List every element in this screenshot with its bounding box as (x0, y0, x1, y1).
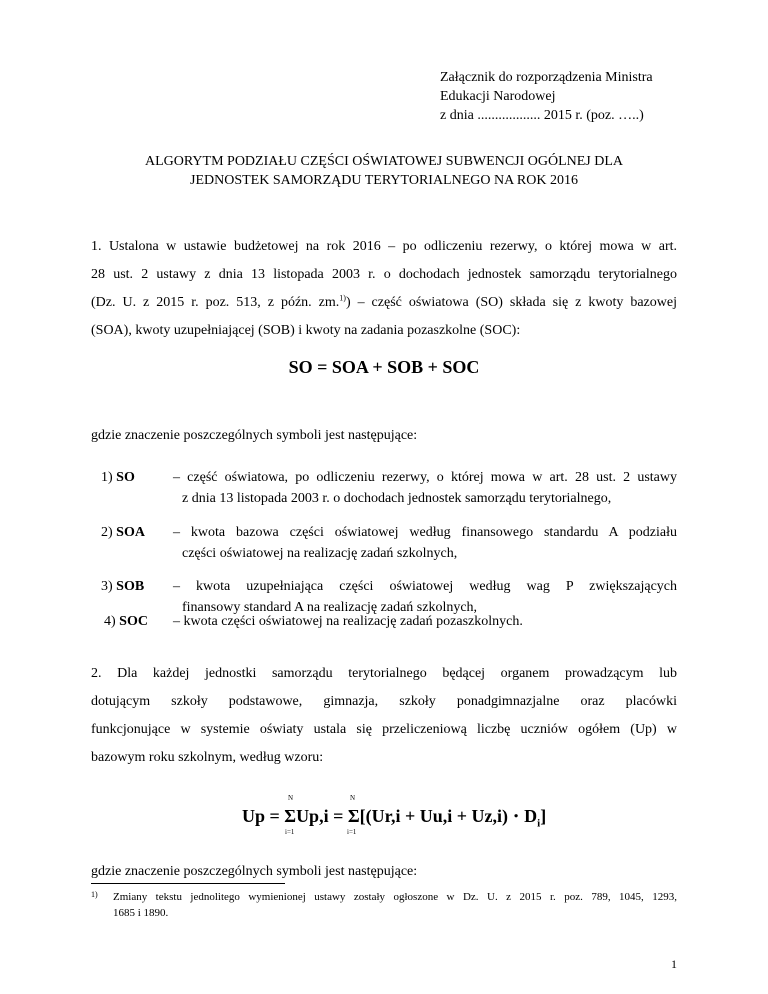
section-1-paragraph (91, 233, 677, 345)
formula-subscript: i (537, 817, 541, 830)
footnote-separator (91, 883, 285, 884)
symbols-intro: gdzie znaczenie poszczególnych symboli jest następujące: (91, 428, 418, 443)
paragraph-line: 2. Dla każdej jednostki samorządu terytorialnego będącej organem prowadzącym lub (91, 666, 677, 681)
definition-term (104, 611, 148, 632)
title-line: JEDNOSTEK SAMORZĄDU TERYTORIALNEGO NA ROK 2016 (190, 173, 578, 188)
dot-operator: ⋅ (512, 806, 520, 826)
formula-so: SO = SOA + SOB + SOC (288, 357, 480, 377)
annex-header-line: Edukacji Narodowej (440, 89, 556, 104)
definition-line: – część oświatowa, po odliczeniu rezerwy, o której mowa w art. 28 ust. 2 ustawy (173, 470, 677, 485)
annex-header-line: Załącznik do rozporządzenia Ministra (440, 70, 653, 85)
paragraph-line: bazowym roku szkolnym, według wzoru: (91, 750, 324, 765)
formula-part: Up,i = (296, 806, 348, 826)
document-title (0, 152, 768, 190)
definition-symbol: SO (116, 470, 135, 485)
definition-number: 4) (104, 614, 116, 629)
paragraph-line: (SOA), kwoty uzupełniającej (SOB) i kwoty na zadania pozaszkolne (SOC): (91, 323, 521, 338)
paragraph-line: dotującym szkoły podstawowe, gimnazja, szkoły ponadgimnazjalne oraz placówki (91, 694, 677, 709)
sum-upper-limit: N (288, 794, 294, 802)
definition-line: – kwota uzupełniająca części oświatowej według wag P zwiększających (173, 579, 677, 594)
sum-upper-limit: N (350, 794, 356, 802)
formula-expression (242, 806, 547, 830)
text-fragment: (Dz. U. z 2015 r. poz. 513, z późn. zm. (91, 295, 340, 310)
formula-part: ] (540, 806, 547, 826)
definition-number: 1) (101, 470, 113, 485)
annex-header (440, 68, 653, 125)
paragraph-line (91, 289, 677, 317)
text-fragment: ) – część oświatowa (SO) składa się z kwoty bazowej (345, 295, 677, 310)
formula-part: [(Ur,i + Uu,i + Uz,i) (359, 806, 513, 826)
definition-text (173, 611, 677, 632)
footnote-mark: 1) (91, 890, 98, 899)
symbols-intro-2: gdzie znaczenie poszczególnych symboli jest następujące: (91, 864, 418, 879)
footnote-line: Zmiany tekstu jednolitego wymienionej ustawy zostały ogłoszone w Dz. U. z 2015 r. poz. 789, 1045, 1293, (113, 891, 677, 903)
footnote (91, 889, 677, 921)
definition-symbol: SOA (116, 525, 145, 540)
sigma-symbol: Σ (284, 806, 297, 826)
title-line: ALGORYTM PODZIAŁU CZĘŚCI OŚWIATOWEJ SUBWENCJI OGÓLNEJ DLA (144, 154, 624, 169)
definition-line: części oświatowej na realizację zadań szkolnych, (182, 546, 458, 561)
footnote-text (113, 889, 677, 921)
formula-part: Up = (242, 806, 285, 826)
definition-term (101, 467, 135, 488)
definition-term (101, 522, 145, 543)
sum-lower-limit: i=1 (285, 828, 295, 836)
sigma-symbol: Σ (347, 806, 360, 826)
annex-header-line: z dnia .................. 2015 r. (poz. …..) (440, 108, 644, 123)
definition-line: finansowy standard A na realizację zadań szkolnych, (182, 600, 478, 615)
definition-line: – kwota części oświatowej na realizację zadań pozaszkolnych. (173, 614, 523, 629)
definition-number: 2) (101, 525, 113, 540)
sum-lower-limit: i=1 (347, 828, 357, 836)
definition-text (173, 467, 677, 509)
paragraph-line: 1. Ustalona w ustawie budżetowej na rok 2016 – po odliczeniu rezerwy, o której mowa w art. (91, 239, 677, 254)
paragraph-line: 28 ust. 2 ustawy z dnia 13 listopada 2003 r. o dochodach jednostek samorządu terytorialnego (91, 267, 677, 282)
definition-text (173, 522, 677, 564)
definition-line: – kwota bazowa części oświatowej według finansowego standardu A podziału (173, 525, 677, 540)
definition-symbol: SOC (119, 614, 148, 629)
footnote-ref: 1) (339, 293, 346, 303)
definition-number: 3) (101, 579, 113, 594)
paragraph-line: funkcjonujące w systemie oświaty ustala się przeliczeniową liczbę uczniów ogółem (Up) w (91, 722, 677, 737)
formula-part: D (519, 806, 538, 826)
footnote-line: 1685 i 1890. (113, 907, 169, 919)
definition-line: z dnia 13 listopada 2003 r. o dochodach jednostek samorządu terytorialnego, (182, 491, 612, 506)
definition-symbol: SOB (116, 579, 145, 594)
page-number: 1 (671, 957, 677, 971)
definition-term (101, 576, 144, 597)
section-2-paragraph (91, 660, 677, 772)
